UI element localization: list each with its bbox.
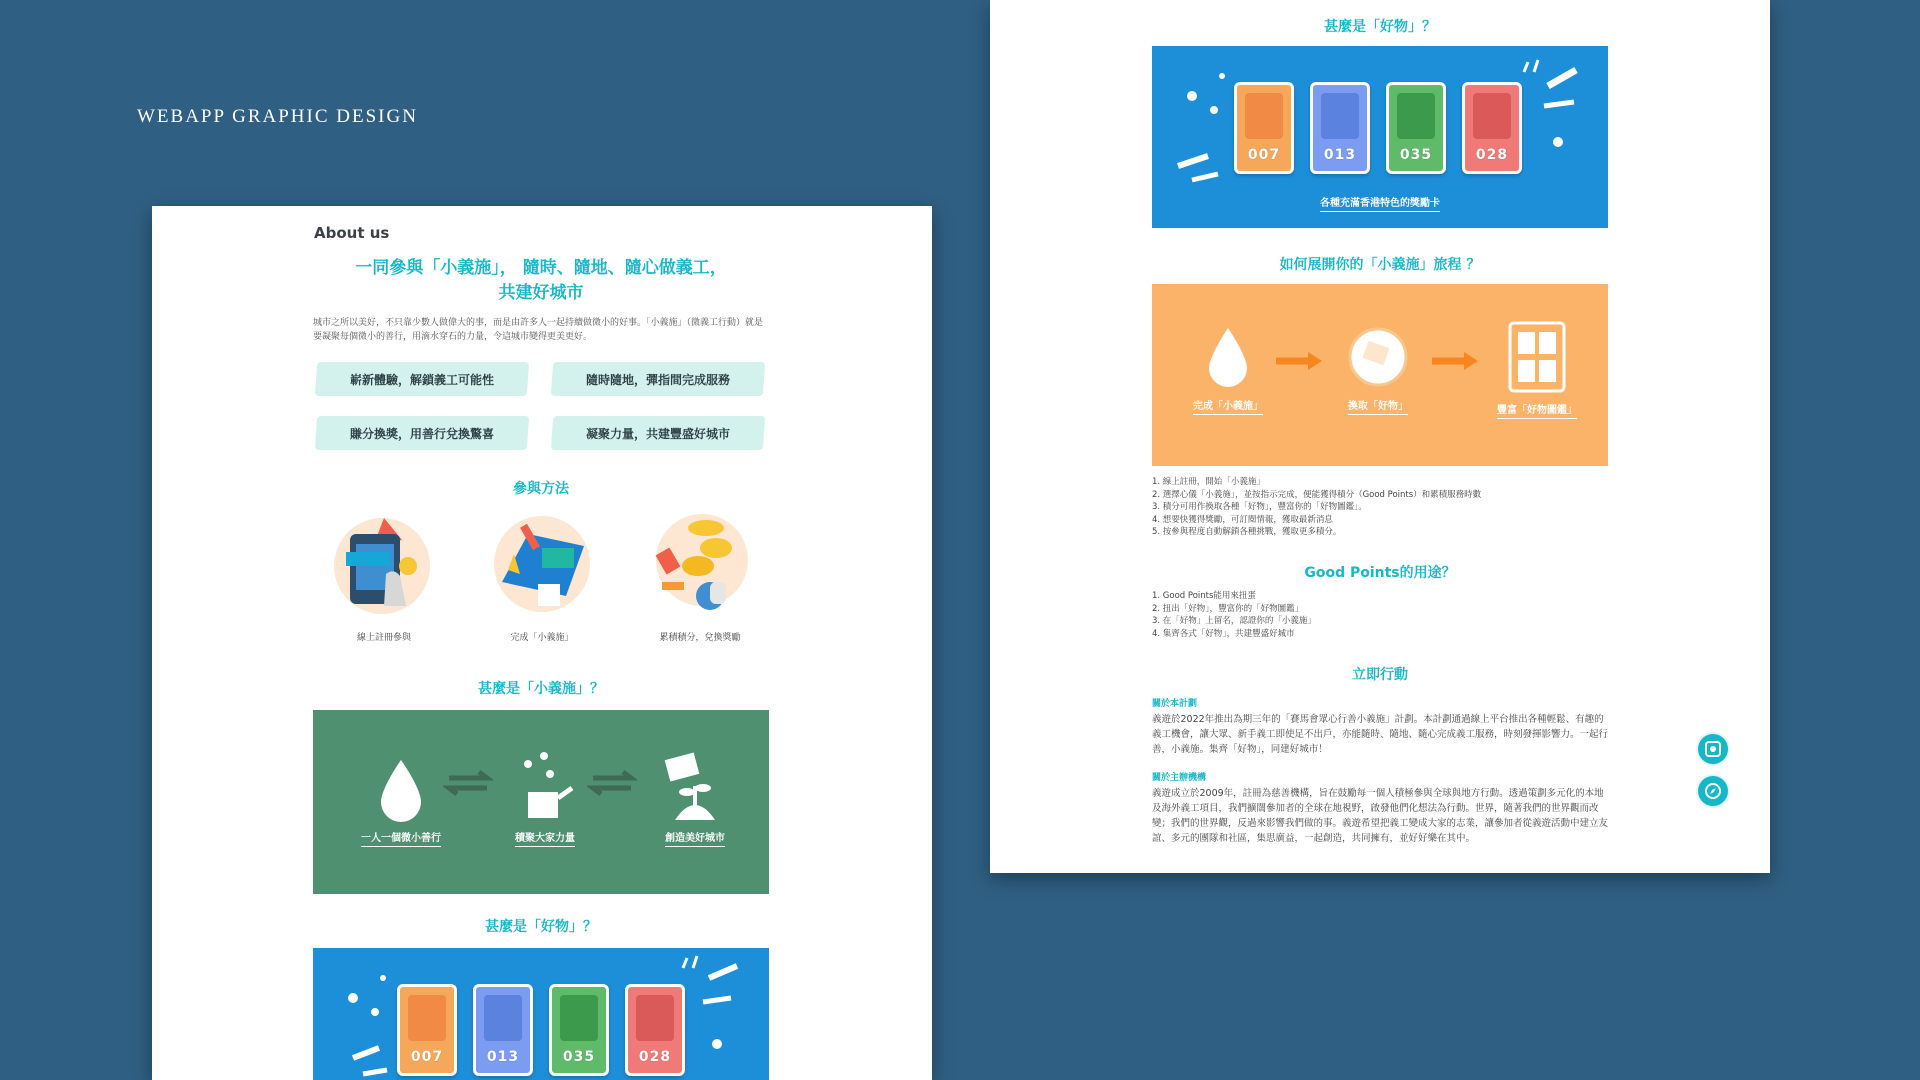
what-item: 積聚大家力量 xyxy=(485,748,605,847)
collection-icon xyxy=(1704,740,1722,758)
confetti-icon xyxy=(313,948,769,1080)
journey-item: 完成「小義施」 xyxy=(1178,324,1278,415)
redeem-illustration xyxy=(640,504,760,624)
what-item: 一人一個微小善行 xyxy=(341,754,461,847)
step-label: 線上註冊參與 xyxy=(356,633,411,643)
reward-card: 035 xyxy=(549,984,609,1076)
what-panel xyxy=(313,710,769,894)
step-complete xyxy=(482,504,602,643)
water-drop-icon xyxy=(371,754,431,826)
album-fab[interactable] xyxy=(1696,732,1730,766)
step-register xyxy=(324,504,444,643)
points-title: Good Points的用途？ xyxy=(1304,565,1456,581)
goods-panel-left xyxy=(313,948,769,1080)
step-label: 累積積分，兌換獎勵 xyxy=(659,633,741,643)
participate-title: 參與方法 xyxy=(513,481,569,497)
main-title-line1: 一同參與「小義施」， 隨時、隨地、隨心做義工， xyxy=(355,258,727,278)
about-title: About us xyxy=(314,224,390,242)
reward-card: 028 xyxy=(625,984,685,1076)
sprout-icon xyxy=(655,746,735,826)
step-label: 完成「小義施」 xyxy=(510,633,574,643)
goods-title: 甚麼是「好物」？ xyxy=(1324,19,1436,35)
main-title-line2: 共建好城市 xyxy=(498,283,584,303)
about-plan-text: 義遊於2022年推出為期三年的「賽馬會眾心行善小義施」計劃。本計劃通過線上平台推出各種輕鬆、有趣的義工機會，讓大眾、新手義工即使足不出戶，亦能隨時、隨地、隨心完成義工服務，時刻發揮影響力。一起行善，小義施。集齊「好物」，同建好城市！ xyxy=(1152,714,1609,755)
about-plan-heading: 關於本計劃 xyxy=(1152,699,1198,709)
intro-paragraph: 城市之所以美好，不只靠少數人做偉大的事，而是由許多人一起持續做微小的好事。「小義施」（微義工行動）就是要凝聚每個微小的善行，用滴水穿石的力量，令這城市變得更美更好。 xyxy=(313,318,764,342)
main-title xyxy=(313,256,769,306)
explore-fab[interactable] xyxy=(1696,774,1730,808)
capsule-icon xyxy=(1345,324,1411,390)
action-title: 立即行動 xyxy=(1352,667,1408,683)
feature-pill: 凝聚力量，共建豐盛好城市 xyxy=(551,416,765,450)
feature-pill: 隨時隨地，彈指間完成服務 xyxy=(551,362,765,396)
journey-title: 如何展開你的「小義施」旅程 ？ xyxy=(1279,257,1481,273)
what-title: 甚麼是「小義施」？ xyxy=(478,681,604,697)
feature-pill: 嶄新體驗，解鎖義工可能性 xyxy=(315,362,529,396)
complete-illustration xyxy=(482,504,602,624)
about-page-right xyxy=(990,0,1770,873)
reward-card: 028 xyxy=(1462,82,1522,174)
feature-pill: 賺分換獎，用善行兌換驚喜 xyxy=(315,416,529,450)
journey-steps-list: 1. 線上註冊，開始「小義施」 2. 選擇心儀「小義施」，並按指示完成，便能獲得積分（Good Points）和累積服務時數 3. 積分可用作換取各種「好物」，豐富你的「好物圖鑑」。 4. 想要快獲得獎勵，可訂閱情報，獲取最新消息 5. 按參與程度自動解鎖各種挑戰，獲取更多積分。 xyxy=(1152,477,1482,537)
reward-card: 035 xyxy=(1386,82,1446,174)
water-drop-icon xyxy=(1203,324,1253,390)
about-org-heading: 關於主辦機構 xyxy=(1152,773,1207,783)
step-redeem xyxy=(640,504,760,643)
cards-caption: 各種充滿香港特色的獎勵卡 xyxy=(1152,194,1608,212)
arrow-right-icon xyxy=(1274,350,1324,372)
collection-book-icon xyxy=(1507,320,1567,394)
watering-can-icon xyxy=(510,748,580,826)
reward-card: 013 xyxy=(1310,82,1370,174)
about-page-left xyxy=(152,206,932,1080)
points-list: 1. Good Points能用來扭蛋 2. 扭出「好物」，豐富你的「好物圖鑑」 3. 在「好物」上留名，認證你的「小義施」 4. 集齊各式「好物」，共建豐盛好城市 xyxy=(1152,591,1316,639)
journey-item: 換取「好物」 xyxy=(1328,324,1428,415)
compass-icon xyxy=(1704,782,1722,800)
exchange-arrows-icon xyxy=(587,770,637,796)
goods-title: 甚麼是「好物」？ xyxy=(485,919,597,935)
reward-card: 007 xyxy=(1234,82,1294,174)
what-item: 創造美好城市 xyxy=(635,746,755,847)
portfolio-heading: WEBAPP GRAPHIC DESIGN xyxy=(137,106,418,127)
reward-card: 013 xyxy=(473,984,533,1076)
journey-panel xyxy=(1152,284,1608,466)
reward-card: 007 xyxy=(397,984,457,1076)
arrow-right-icon xyxy=(1430,350,1480,372)
journey-item: 豐富「好物圖鑑」 xyxy=(1482,320,1592,419)
about-org-text: 義遊成立於2009年，註冊為慈善機構，旨在鼓勵每一個人積極參與全球與地方行動。透過策劃多元化的本地及海外義工項目，我們擴闊參加者的全球在地視野，啟發他們化想法為行動。世界，隨著我們的世界觀而改變；我們的世界觀，反過來影響我們做的事。義遊希望把義工變成大家的志業，讓參加者從義遊活動中建立友誼、多元的團隊和社區，集思廣益，一起創造，共同擁有，並好好樂在其中。 xyxy=(1152,788,1609,844)
register-illustration xyxy=(324,504,444,624)
goods-panel-right xyxy=(1152,46,1608,228)
